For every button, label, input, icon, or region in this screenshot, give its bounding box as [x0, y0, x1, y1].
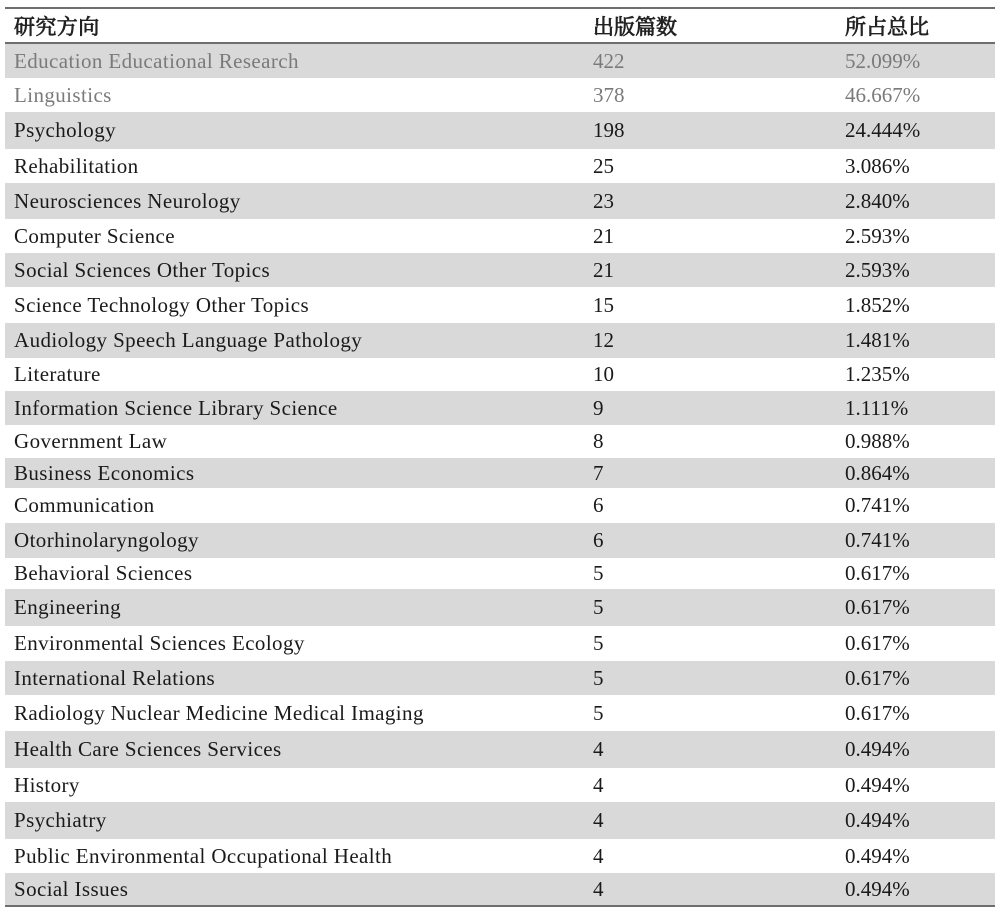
cell-direction: Psychiatry [14, 808, 107, 832]
cell-direction: International Relations [14, 665, 216, 690]
research-direction-table [5, 7, 995, 907]
cell-direction: Rehabilitation [14, 153, 139, 178]
table-row [5, 391, 995, 425]
cell-count: 23 [593, 188, 614, 213]
cell-share: 2.593% [845, 223, 910, 248]
table-row [5, 323, 995, 358]
table-row [5, 731, 995, 768]
table-row [5, 458, 995, 488]
cell-direction: Education Educational Research [14, 48, 299, 73]
cell-direction: Neurosciences Neurology [14, 188, 241, 213]
cell-direction: Computer Science [14, 223, 175, 248]
cell-direction: Government Law [14, 429, 168, 453]
header-count: 出版篇数 [593, 14, 677, 39]
cell-direction: Health Care Sciences Services [14, 737, 282, 761]
cell-count: 4 [593, 737, 604, 761]
table-row [5, 287, 995, 323]
cell-share: 46.667% [845, 82, 921, 107]
cell-count: 21 [593, 257, 614, 282]
table-row [5, 661, 995, 695]
cell-count: 25 [593, 153, 614, 178]
table-row [5, 219, 995, 253]
cell-direction: Science Technology Other Topics [14, 292, 310, 317]
cell-share: 2.840% [845, 188, 910, 213]
table-body [5, 44, 995, 905]
cell-share: 0.617% [845, 631, 910, 655]
cell-direction: Literature [14, 362, 101, 386]
cell-direction: Business Economics [14, 460, 195, 485]
table-row [5, 183, 995, 219]
cell-direction: Environmental Sciences Ecology [14, 631, 305, 655]
cell-count: 5 [593, 561, 604, 585]
header-share: 所占总比 [845, 14, 929, 39]
cell-share: 0.494% [845, 876, 910, 901]
cell-share: 0.741% [845, 493, 910, 517]
table-row [5, 149, 995, 183]
cell-count: 21 [593, 223, 614, 248]
table-row [5, 253, 995, 287]
cell-share: 1.852% [845, 292, 910, 317]
cell-count: 5 [593, 631, 604, 655]
table-row [5, 839, 995, 873]
cell-count: 4 [593, 772, 604, 797]
header-direction: 研究方向 [14, 14, 100, 39]
table-bottom-rule [5, 905, 995, 907]
table-row [5, 873, 995, 905]
table-header-row [5, 9, 995, 42]
cell-direction: Communication [14, 493, 155, 517]
cell-share: 1.111% [845, 395, 909, 420]
cell-count: 5 [593, 665, 604, 690]
cell-share: 52.099% [845, 48, 921, 73]
cell-count: 12 [593, 328, 614, 352]
cell-count: 4 [593, 876, 604, 901]
cell-share: 1.235% [845, 362, 910, 386]
cell-share: 3.086% [845, 153, 910, 178]
cell-count: 6 [593, 493, 604, 517]
cell-count: 4 [593, 843, 604, 868]
cell-share: 0.617% [845, 665, 910, 690]
table-row [5, 78, 995, 112]
cell-direction: Audiology Speech Language Pathology [14, 328, 363, 352]
cell-count: 6 [593, 528, 604, 552]
cell-share: 24.444% [845, 118, 921, 142]
cell-direction: Otorhinolaryngology [14, 528, 199, 552]
cell-share: 0.617% [845, 561, 910, 585]
table-row [5, 44, 995, 78]
cell-share: 0.617% [845, 700, 910, 725]
cell-share: 2.593% [845, 257, 910, 282]
table-row [5, 589, 995, 626]
cell-direction: Behavioral Sciences [14, 561, 193, 585]
cell-count: 15 [593, 292, 614, 317]
cell-direction: Information Science Library Science [14, 395, 338, 420]
cell-share: 0.494% [845, 772, 910, 797]
cell-share: 0.864% [845, 460, 910, 485]
cell-count: 10 [593, 362, 614, 386]
table-row [5, 112, 995, 149]
cell-share: 0.494% [845, 737, 910, 761]
cell-count: 9 [593, 395, 604, 420]
cell-count: 4 [593, 808, 604, 832]
cell-share: 0.494% [845, 843, 910, 868]
cell-count: 8 [593, 429, 604, 453]
cell-count: 5 [593, 700, 604, 725]
table-row [5, 626, 995, 661]
cell-share: 0.741% [845, 528, 910, 552]
cell-count: 378 [593, 82, 625, 107]
table-row [5, 695, 995, 731]
cell-direction: Social Issues [14, 876, 129, 901]
cell-count: 7 [593, 460, 604, 485]
table-row [5, 802, 995, 839]
cell-direction: Public Environmental Occupational Health [14, 843, 393, 868]
table-row [5, 523, 995, 558]
cell-count: 422 [593, 48, 625, 73]
table-row [5, 768, 995, 802]
table-row [5, 488, 995, 523]
cell-direction: Psychology [14, 118, 117, 142]
table-row [5, 358, 995, 391]
cell-direction: Engineering [14, 595, 122, 619]
cell-count: 5 [593, 595, 604, 619]
table-row [5, 558, 995, 589]
cell-direction: Radiology Nuclear Medicine Medical Imaging [14, 700, 424, 725]
cell-share: 0.494% [845, 808, 910, 832]
cell-share: 1.481% [845, 328, 910, 352]
cell-direction: Linguistics [14, 82, 112, 107]
cell-direction: History [14, 772, 80, 797]
cell-direction: Social Sciences Other Topics [14, 257, 271, 282]
table-row [5, 425, 995, 458]
cell-share: 0.617% [845, 595, 910, 619]
cell-count: 198 [593, 118, 625, 142]
cell-share: 0.988% [845, 429, 910, 453]
